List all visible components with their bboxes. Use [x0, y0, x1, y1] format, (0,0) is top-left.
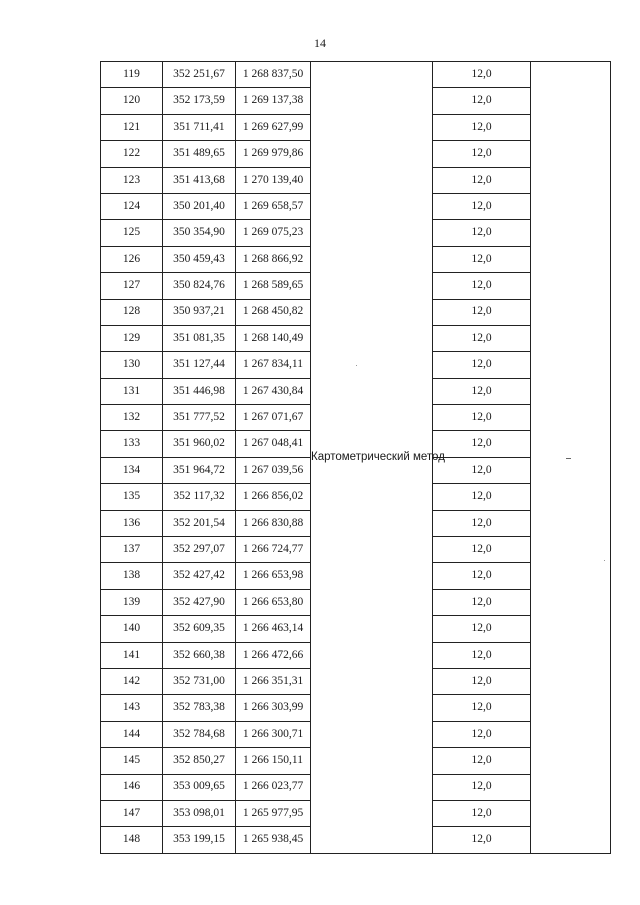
- accuracy-value: 12,0: [433, 273, 531, 299]
- coordinate-x: 352 850,27: [163, 748, 236, 774]
- point-number: 129: [101, 325, 163, 351]
- method-cell: Картометрический метод: [311, 62, 433, 854]
- accuracy-value: 12,0: [433, 62, 531, 88]
- accuracy-value: 12,0: [433, 378, 531, 404]
- accuracy-value: 12,0: [433, 299, 531, 325]
- accuracy-value: 12,0: [433, 484, 531, 510]
- table-row: [101, 62, 611, 88]
- accuracy-value: 12,0: [433, 352, 531, 378]
- accuracy-value: 12,0: [433, 114, 531, 140]
- accuracy-value: 12,0: [433, 220, 531, 246]
- coordinate-x: 350 459,43: [163, 246, 236, 272]
- point-number: 141: [101, 642, 163, 668]
- coordinate-x: 352 201,54: [163, 510, 236, 536]
- accuracy-value: 12,0: [433, 695, 531, 721]
- coordinate-x: 352 297,07: [163, 537, 236, 563]
- coordinate-y: 1 267 048,41: [236, 431, 311, 457]
- page-number: 14: [314, 36, 326, 50]
- coordinate-y: 1 268 866,92: [236, 246, 311, 272]
- coordinate-y: 1 266 856,02: [236, 484, 311, 510]
- coordinate-y: 1 266 150,11: [236, 748, 311, 774]
- coordinate-y: 1 266 653,80: [236, 589, 311, 615]
- accuracy-value: 12,0: [433, 800, 531, 826]
- point-number: 131: [101, 378, 163, 404]
- accuracy-value: 12,0: [433, 827, 531, 853]
- accuracy-value: 12,0: [433, 246, 531, 272]
- coordinate-x: 352 427,90: [163, 589, 236, 615]
- coordinate-x: 351 127,44: [163, 352, 236, 378]
- coordinate-y: 1 267 430,84: [236, 378, 311, 404]
- coordinate-y: 1 266 653,98: [236, 563, 311, 589]
- coordinate-x: 351 964,72: [163, 457, 236, 483]
- point-number: 139: [101, 589, 163, 615]
- coordinate-x: 351 711,41: [163, 114, 236, 140]
- coordinate-y: 1 268 589,65: [236, 273, 311, 299]
- coordinate-x: 353 199,15: [163, 827, 236, 853]
- accuracy-value: 12,0: [433, 510, 531, 536]
- accuracy-value: 12,0: [433, 642, 531, 668]
- accuracy-value: 12,0: [433, 141, 531, 167]
- accuracy-value: 12,0: [433, 88, 531, 114]
- point-number: 125: [101, 220, 163, 246]
- point-number: 138: [101, 563, 163, 589]
- point-number: 121: [101, 114, 163, 140]
- coordinate-x: 352 251,67: [163, 62, 236, 88]
- coordinate-x: 351 489,65: [163, 141, 236, 167]
- coordinate-y: 1 270 139,40: [236, 167, 311, 193]
- coordinate-x: 351 960,02: [163, 431, 236, 457]
- accuracy-value: 12,0: [433, 431, 531, 457]
- coordinate-x: 351 777,52: [163, 405, 236, 431]
- coordinate-y: 1 268 837,50: [236, 62, 311, 88]
- scan-speck: [604, 560, 605, 561]
- table-body: [101, 62, 611, 854]
- accuracy-value: 12,0: [433, 563, 531, 589]
- accuracy-value: 12,0: [433, 616, 531, 642]
- coordinate-x: 352 173,59: [163, 88, 236, 114]
- accuracy-value: 12,0: [433, 405, 531, 431]
- point-number: 120: [101, 88, 163, 114]
- coordinate-y: 1 266 463,14: [236, 616, 311, 642]
- point-number: 137: [101, 537, 163, 563]
- point-number: 144: [101, 721, 163, 747]
- coordinates-table: [100, 61, 611, 854]
- accuracy-value: 12,0: [433, 668, 531, 694]
- scan-speck: [356, 365, 357, 366]
- accuracy-value: 12,0: [433, 748, 531, 774]
- coordinate-x: 350 937,21: [163, 299, 236, 325]
- point-number: 130: [101, 352, 163, 378]
- coordinate-y: 1 267 039,56: [236, 457, 311, 483]
- coordinate-y: 1 266 300,71: [236, 721, 311, 747]
- point-number: 136: [101, 510, 163, 536]
- coordinate-y: 1 268 140,49: [236, 325, 311, 351]
- coordinate-y: 1 266 724,77: [236, 537, 311, 563]
- coordinate-y: 1 268 450,82: [236, 299, 311, 325]
- coordinate-x: 352 783,38: [163, 695, 236, 721]
- point-number: 148: [101, 827, 163, 853]
- coordinate-x: 351 413,68: [163, 167, 236, 193]
- point-number: 128: [101, 299, 163, 325]
- coordinate-y: 1 269 137,38: [236, 88, 311, 114]
- coordinate-x: 352 427,42: [163, 563, 236, 589]
- point-number: 132: [101, 405, 163, 431]
- coordinate-x: 352 609,35: [163, 616, 236, 642]
- point-number: 145: [101, 748, 163, 774]
- coordinate-y: 1 269 658,57: [236, 193, 311, 219]
- coordinate-y: 1 267 071,67: [236, 405, 311, 431]
- accuracy-value: 12,0: [433, 457, 531, 483]
- coordinate-x: 352 117,32: [163, 484, 236, 510]
- accuracy-value: 12,0: [433, 721, 531, 747]
- coordinate-x: 352 660,38: [163, 642, 236, 668]
- coordinate-x: 350 201,40: [163, 193, 236, 219]
- coordinate-y: 1 266 351,31: [236, 668, 311, 694]
- coordinate-y: 1 269 075,23: [236, 220, 311, 246]
- point-number: 134: [101, 457, 163, 483]
- accuracy-value: 12,0: [433, 325, 531, 351]
- coordinate-x: 353 098,01: [163, 800, 236, 826]
- point-number: 123: [101, 167, 163, 193]
- coordinate-x: 353 009,65: [163, 774, 236, 800]
- coordinate-x: 352 784,68: [163, 721, 236, 747]
- accuracy-value: 12,0: [433, 167, 531, 193]
- coordinate-y: 1 266 303,99: [236, 695, 311, 721]
- coordinate-y: 1 265 977,95: [236, 800, 311, 826]
- coordinate-y: 1 266 830,88: [236, 510, 311, 536]
- point-number: 127: [101, 273, 163, 299]
- coordinate-x: 352 731,00: [163, 668, 236, 694]
- coordinate-x: 350 824,76: [163, 273, 236, 299]
- point-number: 124: [101, 193, 163, 219]
- coordinate-x: 350 354,90: [163, 220, 236, 246]
- point-number: 126: [101, 246, 163, 272]
- point-number: 119: [101, 62, 163, 88]
- point-number: 142: [101, 668, 163, 694]
- accuracy-value: 12,0: [433, 774, 531, 800]
- coordinate-y: 1 267 834,11: [236, 352, 311, 378]
- point-number: 147: [101, 800, 163, 826]
- coordinate-x: 351 081,35: [163, 325, 236, 351]
- point-number: 122: [101, 141, 163, 167]
- point-number: 133: [101, 431, 163, 457]
- coordinate-y: 1 265 938,45: [236, 827, 311, 853]
- point-number: 143: [101, 695, 163, 721]
- point-number: 140: [101, 616, 163, 642]
- point-number: 146: [101, 774, 163, 800]
- point-number: 135: [101, 484, 163, 510]
- coordinate-x: 351 446,98: [163, 378, 236, 404]
- stray-mark: [566, 458, 571, 459]
- accuracy-value: 12,0: [433, 537, 531, 563]
- accuracy-value: 12,0: [433, 589, 531, 615]
- accuracy-value: 12,0: [433, 193, 531, 219]
- coordinate-y: 1 269 979,86: [236, 141, 311, 167]
- coordinate-y: 1 266 023,77: [236, 774, 311, 800]
- coordinate-y: 1 266 472,66: [236, 642, 311, 668]
- coordinate-y: 1 269 627,99: [236, 114, 311, 140]
